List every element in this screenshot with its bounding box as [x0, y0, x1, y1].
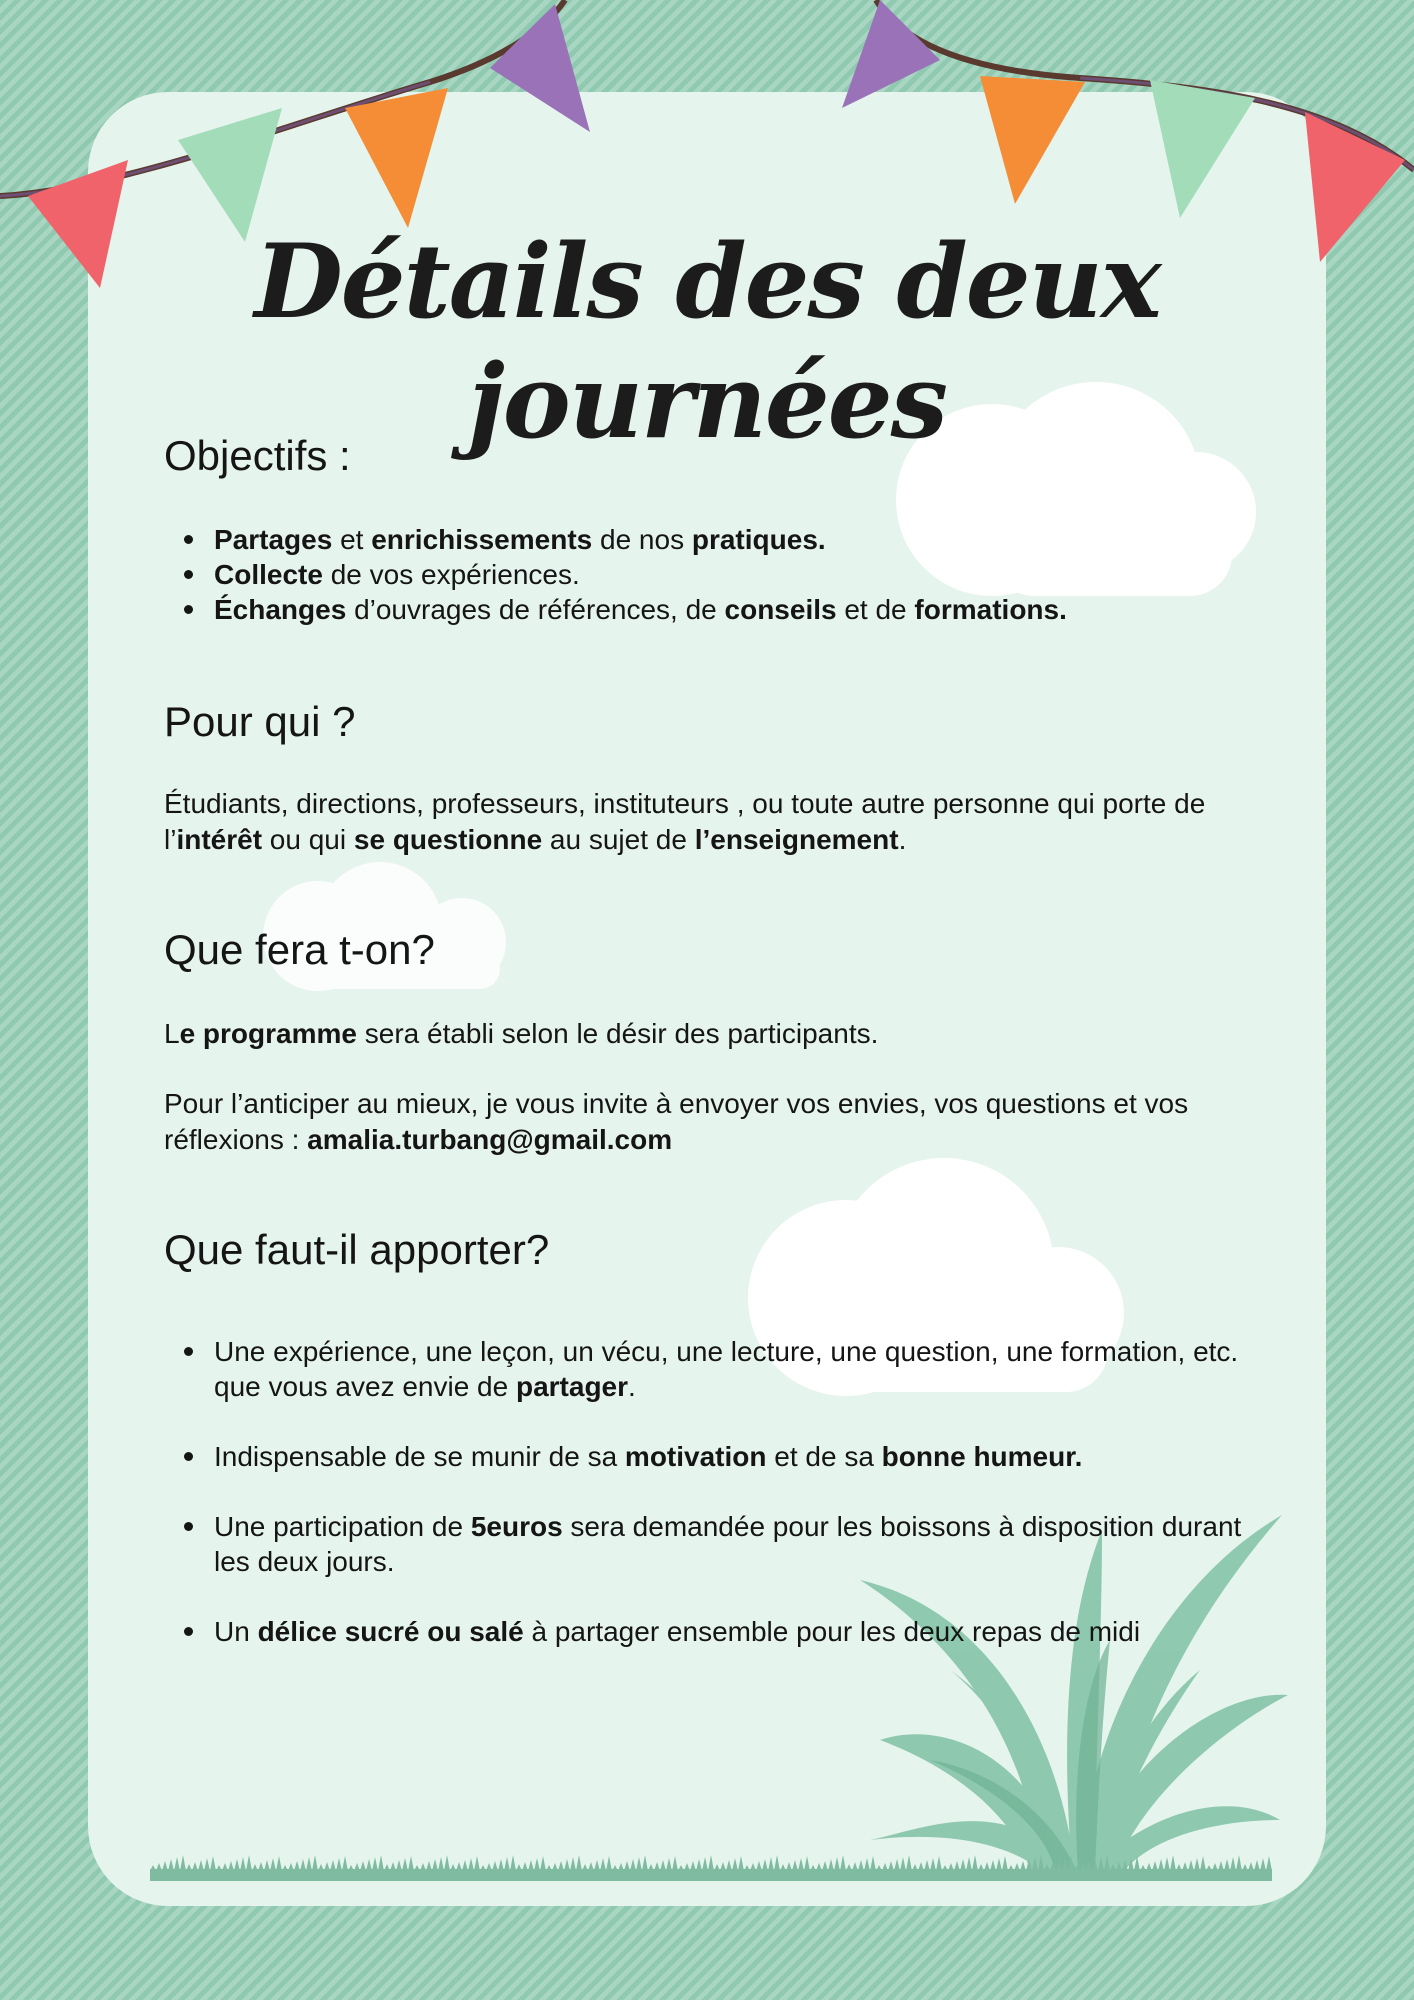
bold-text: amalia.turbang@gmail.com — [307, 1124, 673, 1155]
text-run: Un — [214, 1616, 258, 1647]
apporter-heading: Que faut-il apporter? — [164, 1226, 550, 1273]
flag-orange-left — [345, 88, 448, 228]
bold-text: partager — [515, 1371, 629, 1402]
bold-text: Collecte — [214, 559, 323, 590]
text-run: Une expérience, une leçon, un vécu, une lecture, une question, une formation, etc. que vous avez envie de — [214, 1336, 1239, 1402]
text-run: et de — [836, 594, 915, 625]
bold-text: Partages — [214, 524, 333, 555]
objectifs-heading: Objectifs : — [164, 432, 351, 479]
objectif-item — [164, 592, 1274, 627]
flag-orange-right — [980, 76, 1085, 204]
grass-strip-decoration — [150, 1855, 1272, 1881]
bold-text: motivation — [624, 1441, 767, 1472]
bold-text: délice sucré ou salé — [257, 1616, 524, 1647]
apporter-item — [164, 1509, 1274, 1579]
text-run: sera demandée pour les boissons à disposition durant les deux jours. — [214, 1511, 1242, 1577]
text-run: Pour l’anticiper au mieux, je vous invite à envoyer vos envies, vos questions et vos réflexions : — [164, 1088, 1189, 1155]
pour-qui-text — [164, 786, 1264, 858]
bold-text: enrichissements — [371, 524, 593, 555]
objectif-item — [164, 557, 1274, 592]
objectifs-list — [164, 522, 1274, 627]
text-run: de nos — [592, 524, 692, 555]
page-title: Détails des deux journées — [254, 222, 1160, 462]
text-run: Indispensable de se munir de sa — [214, 1441, 625, 1472]
text-run: . — [628, 1371, 636, 1402]
flag-purple-right — [842, 0, 940, 108]
bullet-icon — [184, 535, 193, 544]
text-run: Étudiants, directions, professeurs, instituteurs , ou toute autre personne qui porte de l’ — [164, 788, 1206, 855]
pour-qui-heading: Pour qui ? — [164, 698, 356, 745]
flag-green-right — [1150, 80, 1255, 218]
text-run: ou qui — [262, 824, 354, 855]
bullet-icon — [184, 605, 193, 614]
text-run: . — [898, 824, 907, 855]
text-run: de vos expériences. — [322, 559, 580, 590]
text-run: et de sa — [766, 1441, 882, 1472]
bold-text: l’enseignement — [694, 824, 899, 855]
text-run: d’ouvrages de références, de — [354, 594, 725, 625]
bold-text: conseils — [724, 594, 837, 625]
text-run: au sujet de — [542, 824, 695, 855]
que-fera-heading: Que fera t-on? — [164, 926, 435, 973]
text-run: et — [332, 524, 372, 555]
text-run: Une participation de — [214, 1511, 471, 1542]
text-run: à partager ensemble pour les deux repas de midi — [523, 1616, 1141, 1647]
apporter-item — [164, 1614, 1274, 1649]
bold-text: 5euros — [470, 1511, 563, 1542]
anticiper-text — [164, 1086, 1264, 1158]
apporter-list — [164, 1334, 1274, 1684]
bold-text: e programme — [179, 1018, 357, 1049]
bold-text: pratiques. — [691, 524, 826, 555]
bullet-icon — [184, 1347, 193, 1356]
text-run: L — [164, 1018, 180, 1049]
text-run: sera établi selon le désir des participants. — [356, 1018, 879, 1049]
bold-text: Échanges — [214, 594, 355, 625]
bold-text: se questionne — [353, 824, 543, 855]
objectif-item — [164, 522, 1274, 557]
bullet-icon — [184, 1627, 193, 1636]
bullet-icon — [184, 1452, 193, 1461]
flag-purple-left — [490, 4, 590, 132]
apporter-item — [164, 1439, 1274, 1474]
programme-text — [164, 1016, 1264, 1052]
bold-text: bonne humeur. — [881, 1441, 1083, 1472]
bold-text: formations. — [914, 594, 1067, 625]
bold-text: intérêt — [176, 824, 263, 855]
apporter-item — [164, 1334, 1274, 1404]
bullet-icon — [184, 1522, 193, 1531]
bullet-icon — [184, 570, 193, 579]
